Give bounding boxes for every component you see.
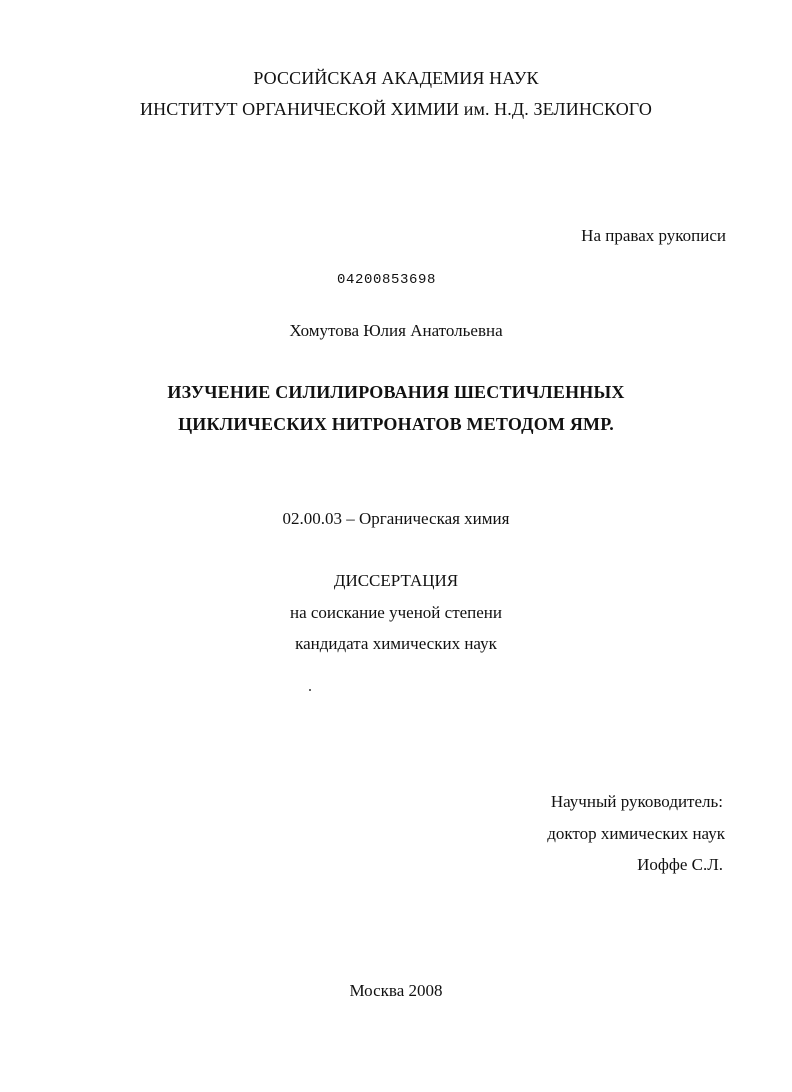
specialty-code: 02.00.03 – Органическая химия <box>282 509 510 528</box>
city-year: Москва 2008 <box>349 981 443 1000</box>
academy-name: РОССИЙСКАЯ АКАДЕМИЯ НАУК <box>253 68 539 88</box>
catalog-number: 04200853698 <box>337 272 437 288</box>
stray-dot <box>309 689 311 691</box>
degree-purpose: на соискание ученой степени <box>289 603 503 622</box>
supervisor-label: Научный руководитель: <box>550 792 723 811</box>
thesis-title-line-2: ЦИКЛИЧЕСКИХ НИТРОНАТОВ МЕТОДОМ ЯМР. <box>178 414 614 434</box>
document-type: ДИССЕРТАЦИЯ <box>333 571 459 590</box>
institute-name: ИНСТИТУТ ОРГАНИЧЕСКОЙ ХИМИИ им. Н.Д. ЗЕЛИНСКОГО <box>140 99 652 119</box>
manuscript-note: На правах рукописи <box>581 226 726 245</box>
supervisor-name: Иоффе С.Л. <box>637 855 723 874</box>
degree-level: кандидата химических наук <box>295 634 497 653</box>
supervisor-degree: доктор химических наук <box>547 824 725 843</box>
author-name: Хомутова Юлия Анатольевна <box>289 321 503 340</box>
thesis-title-line-1: ИЗУЧЕНИЕ СИЛИЛИРОВАНИЯ ШЕСТИЧЛЕННЫХ <box>167 382 625 402</box>
